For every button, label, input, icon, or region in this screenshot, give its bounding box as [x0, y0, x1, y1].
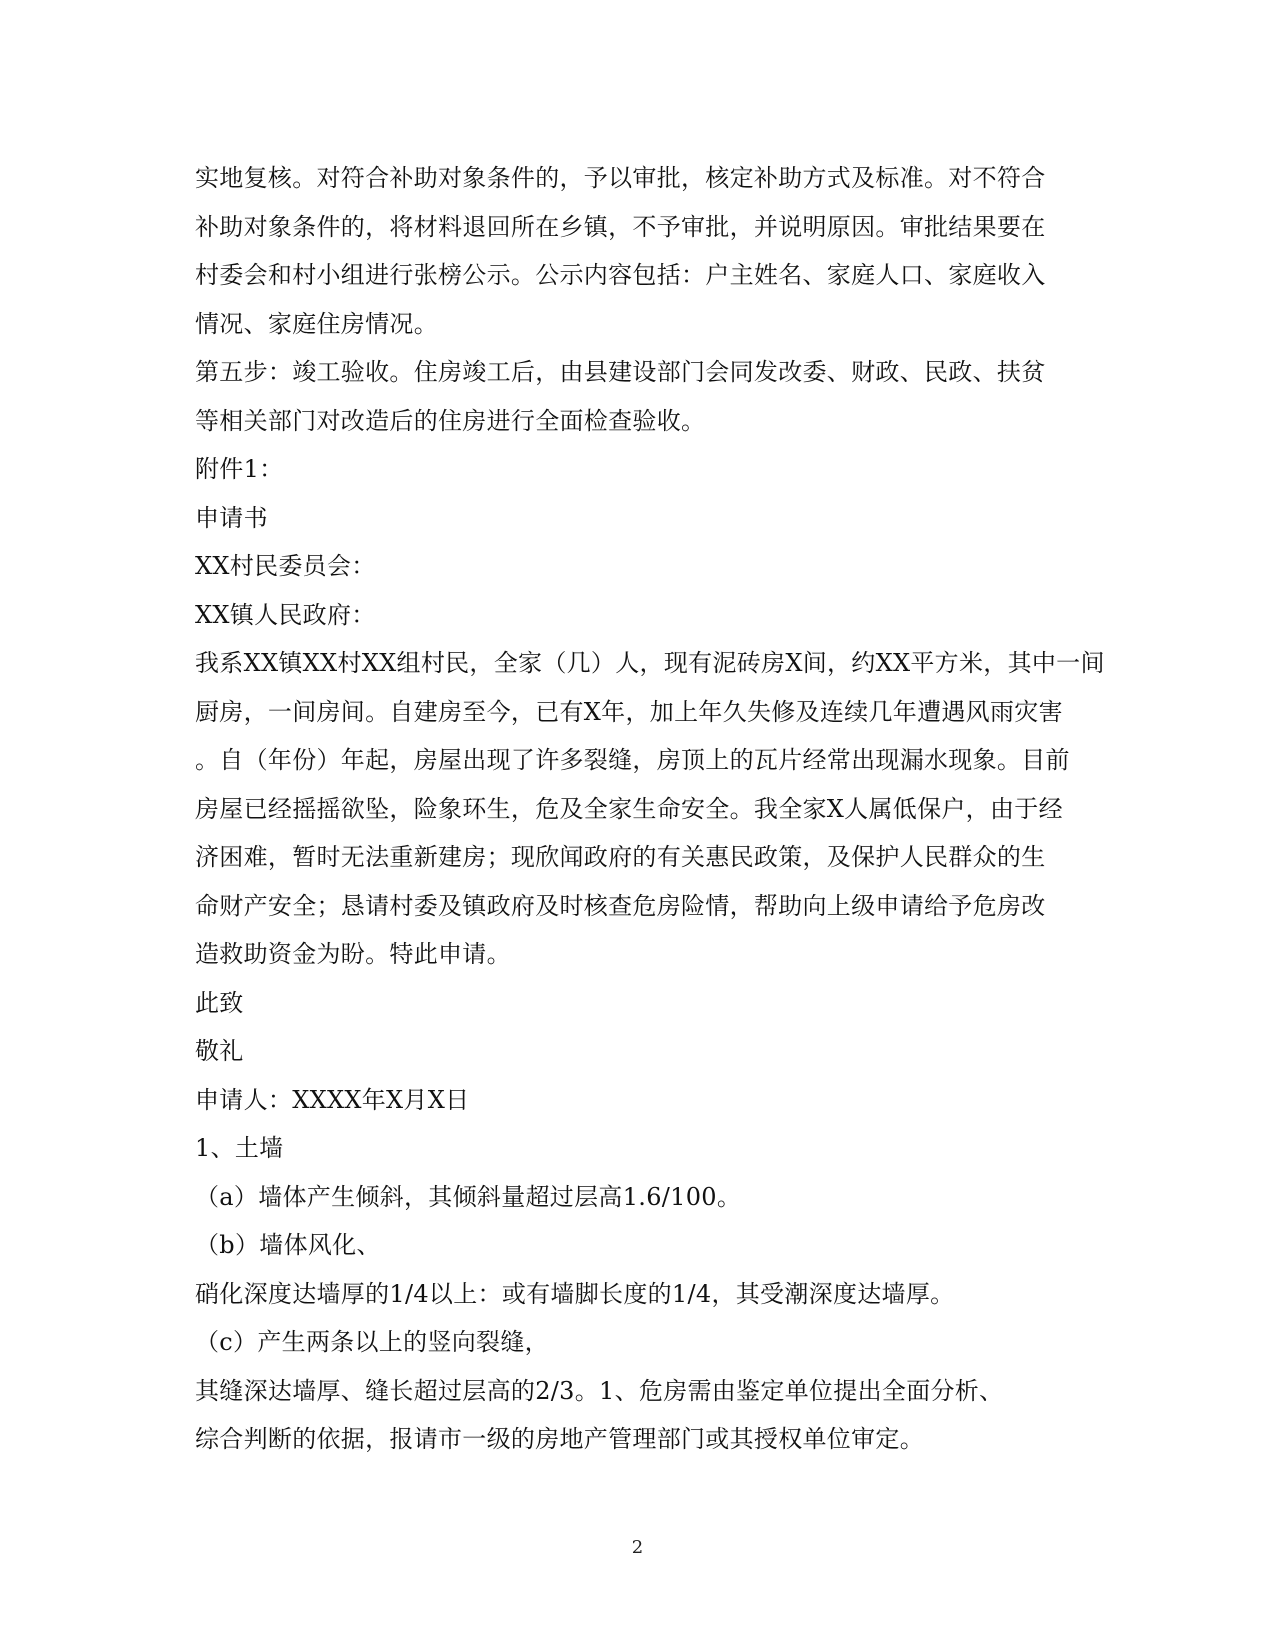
- attachment-label: 附件1：: [195, 455, 284, 483]
- text-line: 济困难，暂时无法重新建房；现欣闻政府的有关惠民政策，及保护人民群众的生: [195, 843, 1046, 871]
- list-item: （a）墙体产生倾斜，其倾斜量超过层高1.6/100。: [195, 1182, 742, 1211]
- text-line: 。自（年份）年起，房屋出现了许多裂缝，房顶上的瓦片经常出现漏水现象。目前: [195, 746, 1070, 774]
- signature-line: 申请人：XXXX年X月X日: [195, 1085, 470, 1114]
- closing-line: 此致: [195, 988, 244, 1017]
- application-title: 申请书: [195, 503, 268, 532]
- page-number: 2: [631, 1537, 644, 1558]
- list-item: （b）墙体风化、: [195, 1231, 381, 1259]
- closing-line: 敬礼: [195, 1037, 244, 1065]
- addressee-line: XX村民委员会：: [195, 552, 376, 580]
- addressee-line: XX镇人民政府：: [195, 600, 376, 629]
- text-line: 房屋已经摇摇欲坠，险象环生，危及全家生命安全。我全家X人属低保户，由于经: [195, 794, 1063, 823]
- list-item: （c）产生两条以上的竖向裂缝，: [195, 1328, 549, 1356]
- text-line: 村委会和村小组进行张榜公示。公示内容包括：户主姓名、家庭人口、家庭收入: [195, 261, 1046, 289]
- text-line: 造救助资金为盼。特此申请。: [195, 940, 511, 968]
- text-line: 硝化深度达墙厚的1/4以上：或有墙脚长度的1/4，其受潮深度达墙厚。: [195, 1279, 955, 1308]
- section-heading: 1、土墙: [195, 1134, 284, 1162]
- text-line: 补助对象条件的，将材料退回所在乡镇，不予审批，并说明原因。审批结果要在: [195, 212, 1046, 241]
- text-line: 综合判断的依据，报请市一级的房地产管理部门或其授权单位审定。: [195, 1425, 924, 1453]
- text-line: 命财产安全；恳请村委及镇政府及时核查危房险情，帮助向上级申请给予危房改: [195, 891, 1046, 920]
- text-line: 等相关部门对改造后的住房进行全面检查验收。: [195, 406, 706, 435]
- text-line: 厨房，一间房间。自建房至今，已有X年，加上年久失修及连续几年遭遇风雨灾害: [195, 697, 1063, 726]
- text-line: 第五步：竣工验收。住房竣工后，由县建设部门会同发改委、财政、民政、扶贫: [195, 358, 1046, 386]
- text-line: 情况、家庭住房情况。: [195, 309, 438, 338]
- document-body: [195, 154, 1105, 1464]
- text-line: 其缝深达墙厚、缝长超过层高的2/3。1、危房需由鉴定单位提出全面分析、: [195, 1376, 1004, 1405]
- text-line: 实地复核。对符合补助对象条件的，予以审批，核定补助方式及标准。对不符合: [195, 164, 1046, 192]
- text-line: 我系XX镇XX村XX组村民，全家（几）人，现有泥砖房X间，约XX平方米，其中一间: [195, 649, 1105, 677]
